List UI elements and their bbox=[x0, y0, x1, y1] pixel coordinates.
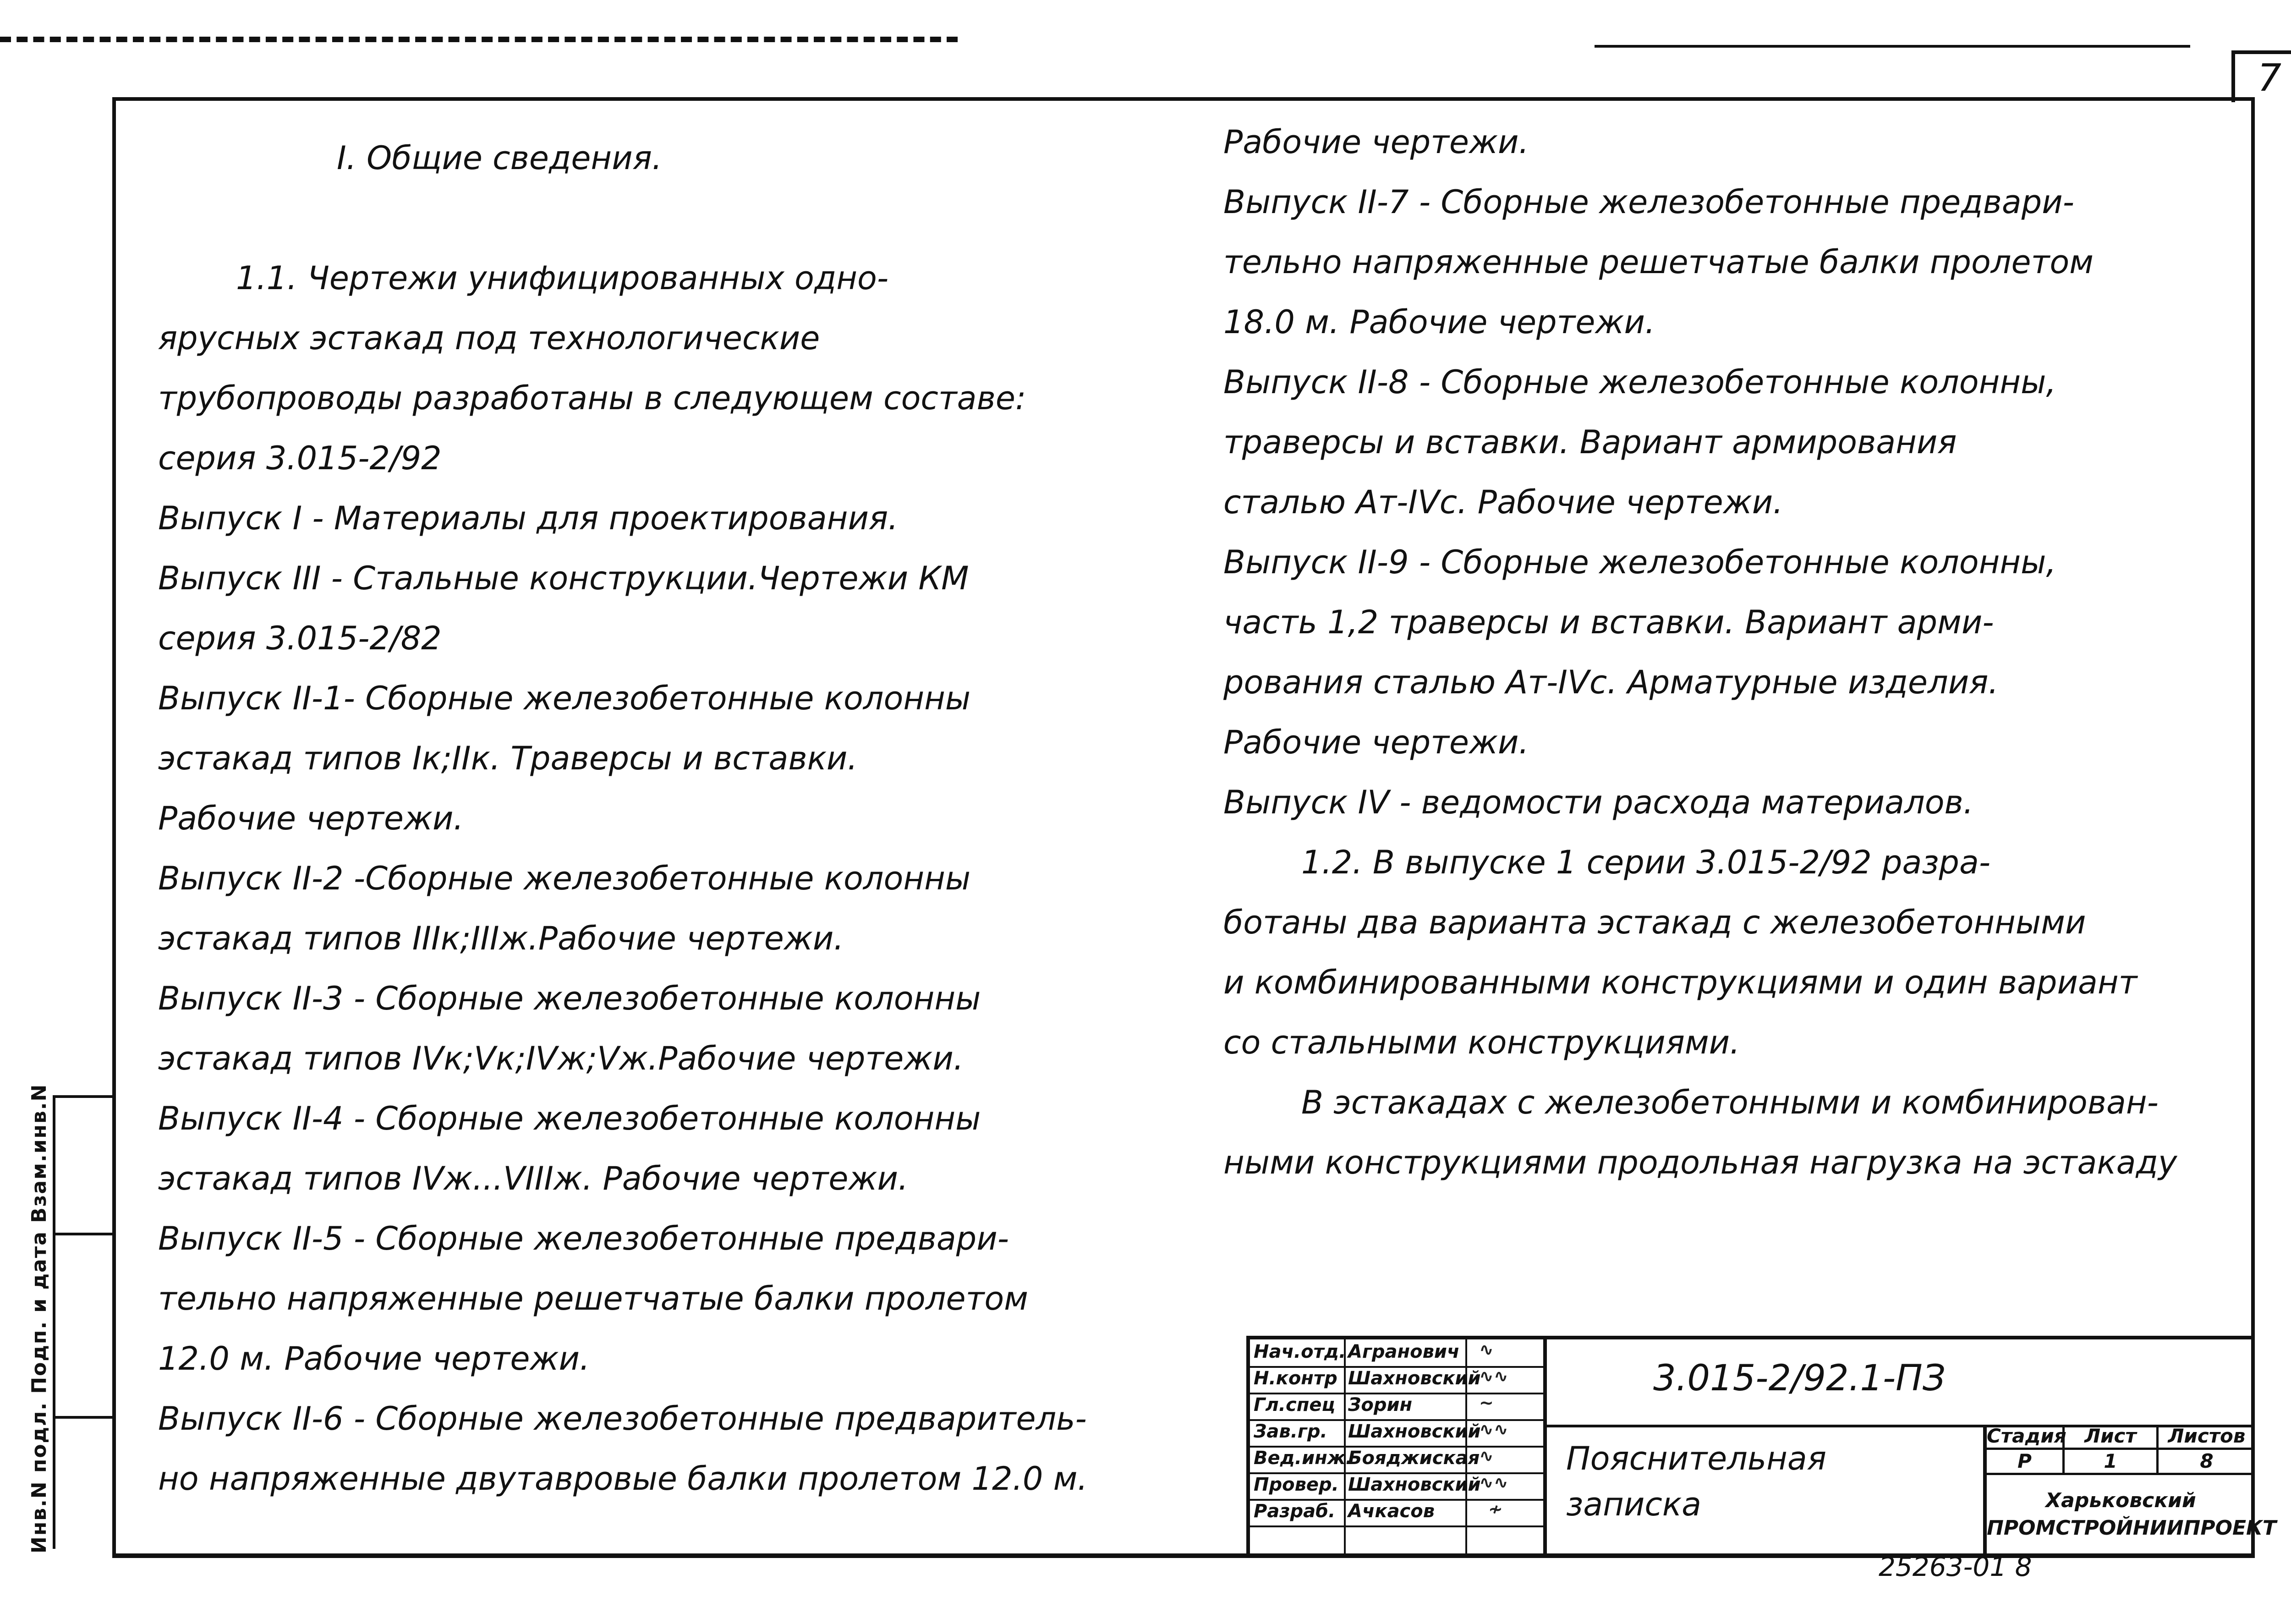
signature-row bbox=[1250, 1366, 1543, 1394]
signature-row bbox=[1250, 1472, 1543, 1501]
text-line: со стальными конструкциями. bbox=[1223, 1024, 1740, 1061]
text-line: 18.0 м. Рабочие чертежи. bbox=[1223, 303, 1655, 341]
signature-name: Агранович bbox=[1348, 1341, 1460, 1362]
text-line: но напряженные двутавровые балки пролетом 12.0 м. bbox=[158, 1460, 1088, 1498]
stage-col-divider bbox=[2062, 1425, 2065, 1475]
text-line: траверсы и вставки. Вариант армирования bbox=[1223, 423, 1957, 461]
section-heading: I. Общие сведения. bbox=[337, 139, 663, 177]
text-line: 1.1. Чертежи унифицированных одно- bbox=[236, 259, 889, 297]
text-line: тельно напряженные решетчатые балки пролетом bbox=[1223, 243, 2094, 281]
title-block bbox=[1246, 1336, 2277, 1553]
signature-role: Вед.инж. bbox=[1254, 1448, 1353, 1469]
text-line: Выпуск II-5 - Сборные железобетонные предвари- bbox=[158, 1220, 1009, 1257]
text-line: ботаны два варианта эстакад с железобетонными bbox=[1223, 904, 2086, 941]
stage-value-row bbox=[1987, 1450, 2255, 1475]
text-line: трубопроводы разработаны в следующем составе: bbox=[158, 379, 1026, 417]
text-line: ными конструкциями продольная нагрузка на эстакаду bbox=[1223, 1144, 2177, 1181]
signature-row bbox=[1250, 1339, 1543, 1368]
signature-scribble-icon: ~ bbox=[1479, 1393, 1494, 1413]
signature-role: Н.контр bbox=[1254, 1368, 1337, 1389]
margin-stamp-text: Инв.N подл. Подп. и дата Взам.инв.N bbox=[27, 1083, 51, 1553]
document-title-line: Пояснительная bbox=[1566, 1440, 1826, 1477]
text-line: тельно напряженные решетчатые балки пролетом bbox=[158, 1280, 1028, 1317]
signature-scribble-icon: ≁ bbox=[1488, 1499, 1503, 1519]
text-line: 1.2. В выпуске 1 серии 3.015-2/92 разра- bbox=[1301, 844, 1991, 881]
signature-name: Шахновский bbox=[1348, 1368, 1481, 1389]
sheet-header: Лист bbox=[2084, 1425, 2137, 1447]
text-line: Выпуск II-2 -Сборные железобетонные колонны bbox=[158, 860, 971, 897]
text-line: Выпуск IV - ведомости расхода материалов. bbox=[1223, 784, 1974, 821]
text-line: Выпуск II-1- Сборные железобетонные колонны bbox=[158, 680, 971, 717]
text-line: Выпуск II-6 - Сборные железобетонные предваритель- bbox=[158, 1400, 1087, 1437]
document-title-line: записка bbox=[1566, 1486, 1702, 1523]
signature-name: Ачкасов bbox=[1348, 1501, 1435, 1522]
signature-name: Шахновский bbox=[1348, 1421, 1481, 1442]
text-line: и комбинированными конструкциями и один вариант bbox=[1223, 964, 2138, 1001]
stage-col-divider bbox=[2156, 1425, 2159, 1475]
text-line: Рабочие чертежи. bbox=[1223, 123, 1529, 161]
signature-scribble-icon: ∿∿ bbox=[1479, 1366, 1508, 1386]
text-line: Выпуск II-9 - Сборные железобетонные колонны, bbox=[1223, 543, 2056, 581]
stage-sheet-table bbox=[1983, 1425, 2277, 1553]
signature-row bbox=[1250, 1446, 1543, 1474]
archive-number: 25263-01 8 bbox=[1879, 1551, 2032, 1582]
margin-stamp-divider bbox=[53, 1233, 112, 1235]
sheets-header: Листов bbox=[2168, 1425, 2246, 1447]
sheet-value: 1 bbox=[2104, 1450, 2117, 1472]
signature-row bbox=[1250, 1499, 1543, 1527]
text-line: сталью Ат-IVс. Рабочие чертежи. bbox=[1223, 483, 1783, 521]
stage-header: Стадия bbox=[1987, 1425, 2066, 1447]
text-line: Выпуск III - Стальные конструкции.Чертежи КМ bbox=[158, 560, 969, 597]
text-line: эстакад типов IVк;Vк;IVж;Vж.Рабочие чертежи. bbox=[158, 1040, 964, 1077]
text-line: Выпуск II-4 - Сборные железобетонные колонны bbox=[158, 1100, 981, 1137]
signature-table bbox=[1250, 1339, 1547, 1553]
page-number: 7 bbox=[2231, 50, 2291, 102]
text-line: рования сталью Ат-IVс. Арматурные изделия. bbox=[1223, 664, 1999, 701]
top-right-line bbox=[1595, 45, 2190, 48]
stage-header-row bbox=[1987, 1425, 2255, 1450]
text-line: В эстакадах с железобетонными и комбинирован- bbox=[1301, 1084, 2159, 1121]
signature-scribble-icon: ∿∿ bbox=[1479, 1419, 1508, 1439]
text-line: ярусных эстакад под технологические bbox=[158, 319, 820, 357]
signature-role: Зав.гр. bbox=[1254, 1421, 1327, 1442]
stage-value: Р bbox=[2017, 1450, 2032, 1472]
signature-name: Зорин bbox=[1348, 1394, 1413, 1416]
signature-row bbox=[1250, 1419, 1543, 1448]
margin-stamp-divider bbox=[53, 1095, 112, 1098]
signature-scribble-icon: ∿ bbox=[1479, 1446, 1494, 1466]
signature-row bbox=[1250, 1393, 1543, 1421]
signature-role: Разраб. bbox=[1254, 1501, 1336, 1522]
text-line: Выпуск II-8 - Сборные железобетонные колонны, bbox=[1223, 363, 2056, 401]
signature-name: Шахновский bbox=[1348, 1474, 1481, 1495]
left-column bbox=[158, 128, 1180, 1509]
signature-role: Нач.отд. bbox=[1254, 1341, 1346, 1362]
right-column bbox=[1223, 112, 2254, 1193]
text-line: Рабочие чертежи. bbox=[158, 800, 464, 837]
organization-name: Харьковский bbox=[2045, 1489, 2196, 1512]
margin-stamp-line bbox=[53, 1095, 55, 1549]
text-line: часть 1,2 траверсы и вставки. Вариант арми- bbox=[1223, 604, 1994, 641]
text-line: Выпуск I - Материалы для проектирования. bbox=[158, 499, 899, 537]
signature-role: Провер. bbox=[1254, 1474, 1339, 1495]
text-line: Рабочие чертежи. bbox=[1223, 724, 1529, 761]
text-line: эстакад типов IIIк;IIIж.Рабочие чертежи. bbox=[158, 920, 844, 957]
text-line: эстакад типов Iк;IIк. Траверсы и вставки. bbox=[158, 740, 858, 777]
top-dashed-line bbox=[0, 37, 958, 42]
organization-name: ПРОМСТРОЙНИИПРОЕКТ bbox=[1987, 1516, 2277, 1540]
document-title bbox=[1566, 1436, 1826, 1527]
document-code: 3.015-2/92.1-ПЗ bbox=[1653, 1358, 1946, 1399]
text-line: Выпуск II-3 - Сборные железобетонные колонны bbox=[158, 980, 981, 1017]
text-line: серия 3.015-2/92 bbox=[158, 439, 442, 477]
signature-role: Гл.спец bbox=[1254, 1394, 1336, 1416]
text-line: серия 3.015-2/82 bbox=[158, 620, 442, 657]
sheets-value: 8 bbox=[2200, 1450, 2214, 1472]
signature-scribble-icon: ∿∿ bbox=[1479, 1472, 1508, 1492]
text-line: 12.0 м. Рабочие чертежи. bbox=[158, 1340, 590, 1377]
margin-stamp-divider bbox=[53, 1416, 112, 1419]
signature-scribble-icon: ∿ bbox=[1479, 1339, 1494, 1360]
text-line: Выпуск II-7 - Сборные железобетонные предвари- bbox=[1223, 183, 2074, 221]
text-line: эстакад типов IVж...VIIIж. Рабочие чертежи. bbox=[158, 1160, 909, 1197]
signature-name: Бояджиская bbox=[1348, 1448, 1480, 1469]
